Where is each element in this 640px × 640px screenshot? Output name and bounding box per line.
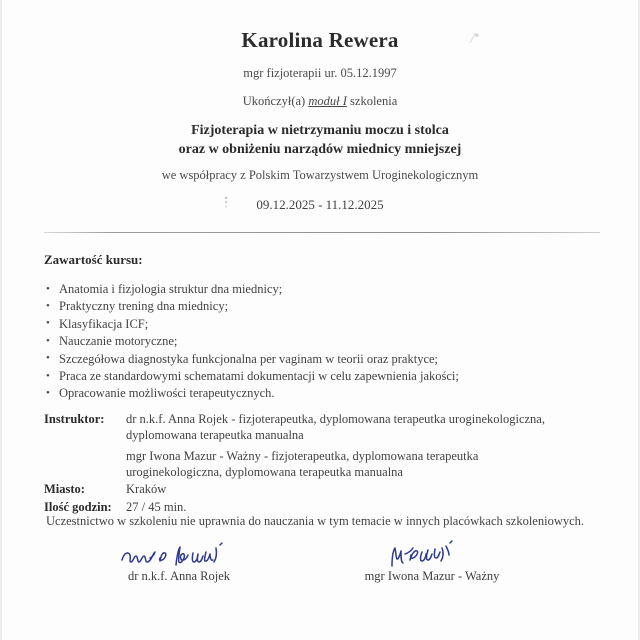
- disclaimer-text: Uczestnictwo w szkoleniu nie uprawnia do nauczania w tym temacie w innych placówkach szkoleniowych.: [46, 514, 585, 528]
- list-item: • Nauczanie motoryczne;: [46, 333, 459, 350]
- collaboration-note: we współpracy z Polskim Towarzystwem Uroginekologicznym: [161, 168, 479, 182]
- signature-name-right: mgr Iwona Mazur - Ważny: [364, 569, 500, 583]
- list-item: • Opracowanie możliwości terapeutycznych.: [46, 385, 459, 402]
- handwritten-signature-icon: [84, 540, 274, 570]
- signature-name-left: dr n.k.f. Anna Rojek: [127, 569, 231, 583]
- completion-module: moduł I: [308, 94, 347, 108]
- scan-speck-icon: [466, 33, 480, 43]
- instructor-label: Instruktor:: [44, 412, 105, 426]
- list-item: • Klasyfikacja ICF;: [46, 316, 459, 333]
- completion-statement: [2, 94, 638, 109]
- section-divider: [44, 232, 600, 233]
- list-item: • Szczegółowa diagnostyka funkcjonalna per vaginam w teorii oraz praktyce;: [46, 351, 459, 368]
- instructor-1-line-2: dyplomowana terapeutka manualna: [126, 427, 304, 442]
- instructor-value: [126, 412, 564, 480]
- city-value: Kraków: [126, 482, 167, 497]
- instructor-1-line-1: dr n.k.f. Anna Rojek - fizjoterapeutka, dyplomowana terapeutka uroginekologiczna,: [126, 412, 545, 426]
- course-title-line-1: Fizjoterapia w nietrzymaniu moczu i stolca: [191, 123, 449, 138]
- course-contents-list: [46, 281, 459, 403]
- recipient-qualification: mgr fizjoterapii ur. 05.12.1997: [243, 66, 397, 80]
- hours-label: Ilość godzin:: [44, 499, 112, 514]
- hours-value: 27 / 45 min.: [126, 499, 187, 514]
- instructor-2-line-1: mgr Iwona Mazur - Ważny - fizjoterapeutka, dyplomowana terapeutka: [126, 449, 479, 464]
- signature-block-left: [84, 540, 274, 584]
- completion-suffix: szkolenia: [346, 94, 398, 108]
- contents-heading: Zawartość kursu:: [44, 252, 143, 267]
- handwritten-signature-icon: [332, 540, 532, 570]
- course-dates: 09.12.2025 - 11.12.2025: [256, 197, 384, 212]
- list-item: • Anatomia i fizjologia struktur dna miednicy;: [46, 281, 459, 298]
- course-title: [2, 121, 638, 159]
- details-table: [44, 412, 564, 516]
- instructor-2-line-2: uroginekologiczna, dyplomowana terapeutka manualna: [126, 464, 403, 479]
- detail-row-instructor: [44, 412, 564, 480]
- signature-section: [2, 540, 640, 590]
- signature-block-right: [332, 540, 532, 584]
- list-item: • Praca ze standardowymi schematami dokumentacji w celu zapewnienia jakości;: [46, 368, 459, 385]
- completion-prefix: Ukończył(a): [242, 94, 309, 108]
- list-item: • Praktyczny trening dna miednicy;: [46, 298, 459, 315]
- city-label: Miasto:: [44, 482, 85, 497]
- course-title-line-2: oraz w obniżeniu narządów miednicy mniejszej: [178, 142, 462, 157]
- detail-row-city: [44, 482, 564, 498]
- recipient-name: Karolina Rewera: [241, 28, 399, 52]
